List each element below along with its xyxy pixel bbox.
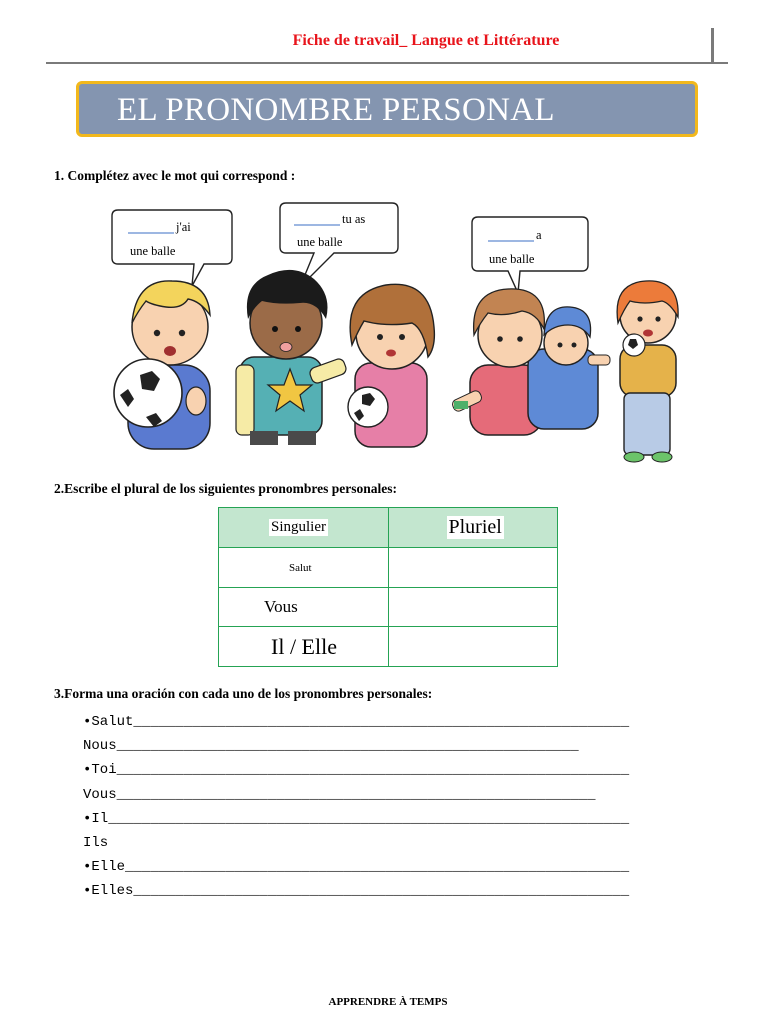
child-girl-pink-icon — [348, 284, 434, 447]
exercise-2-instruction: 2.Escribe el plural de los siguientes pronombres personales: — [54, 481, 398, 496]
speech-bubble-3 — [472, 217, 588, 293]
sentence-line[interactable]: •Salut___________________________________________________________ — [83, 714, 630, 730]
exercise-1-instruction: 1. Complétez avec le mot qui correspond : — [54, 168, 296, 183]
child-star-shirt-icon — [236, 270, 348, 445]
speech-bubble-1 — [112, 210, 232, 286]
sentence-line[interactable]: •Il______________________________________________________________ — [83, 810, 630, 827]
bubble-1-line1: j'ai — [176, 220, 191, 234]
child-red-hair-icon — [617, 281, 678, 462]
table-row — [219, 587, 558, 627]
sentence-lines — [83, 710, 629, 904]
header-tick — [711, 28, 714, 62]
plural-answer-cell[interactable] — [388, 627, 558, 667]
plural-table — [218, 507, 558, 667]
sentence-line[interactable]: Ils — [83, 835, 109, 852]
singular-cell — [219, 547, 389, 587]
pluriel-label: Pluriel — [448, 515, 502, 538]
singular-value: Vous — [264, 596, 298, 616]
header-rule — [46, 62, 728, 64]
sentence-line[interactable]: •Toi_____________________________________________________________ — [83, 762, 630, 779]
sentence-line[interactable]: •Elles___________________________________________________________ — [83, 883, 630, 900]
sentence-line[interactable]: Vous_________________________________________________________ — [83, 786, 596, 803]
worksheet-header: Fiche de travail_ Langue et Littérature — [292, 32, 560, 49]
table-header-row — [219, 508, 558, 548]
sentence-line[interactable]: •Elle____________________________________________________________ — [83, 859, 630, 876]
singular-cell — [219, 587, 389, 627]
footer-text: APPRENDRE À TEMPS — [328, 996, 448, 1008]
child-blond-boy-icon — [114, 281, 210, 449]
bubble-2-line2: une balle — [297, 235, 343, 249]
sentence-line[interactable]: Nous_______________________________________________________ — [83, 738, 579, 755]
bubble-3-line2: une balle — [489, 252, 535, 266]
children-illustration — [100, 195, 690, 467]
plural-answer-cell[interactable] — [388, 547, 558, 587]
title-banner — [76, 81, 698, 137]
children-hugging-icon — [451, 289, 610, 435]
bubble-3-line1: a — [536, 228, 542, 242]
bubble-2-line1: tu as — [342, 212, 366, 226]
table-row — [219, 627, 558, 667]
table-row — [219, 547, 558, 587]
bubble-1-line2: une balle — [130, 244, 176, 258]
exercise-3-instruction: 3.Forma una oración con cada uno de los pronombres personales: — [54, 686, 433, 701]
page-title: EL PRONOMBRE PERSONAL — [117, 92, 555, 128]
header-cell-pluriel — [388, 508, 558, 548]
singular-value: Il / Elle — [271, 633, 337, 659]
plural-answer-cell[interactable] — [388, 587, 558, 627]
singulier-label: Singulier — [271, 519, 326, 536]
singular-value: Salut — [289, 562, 312, 575]
singular-cell — [219, 627, 389, 667]
header-cell-singulier — [219, 508, 389, 548]
